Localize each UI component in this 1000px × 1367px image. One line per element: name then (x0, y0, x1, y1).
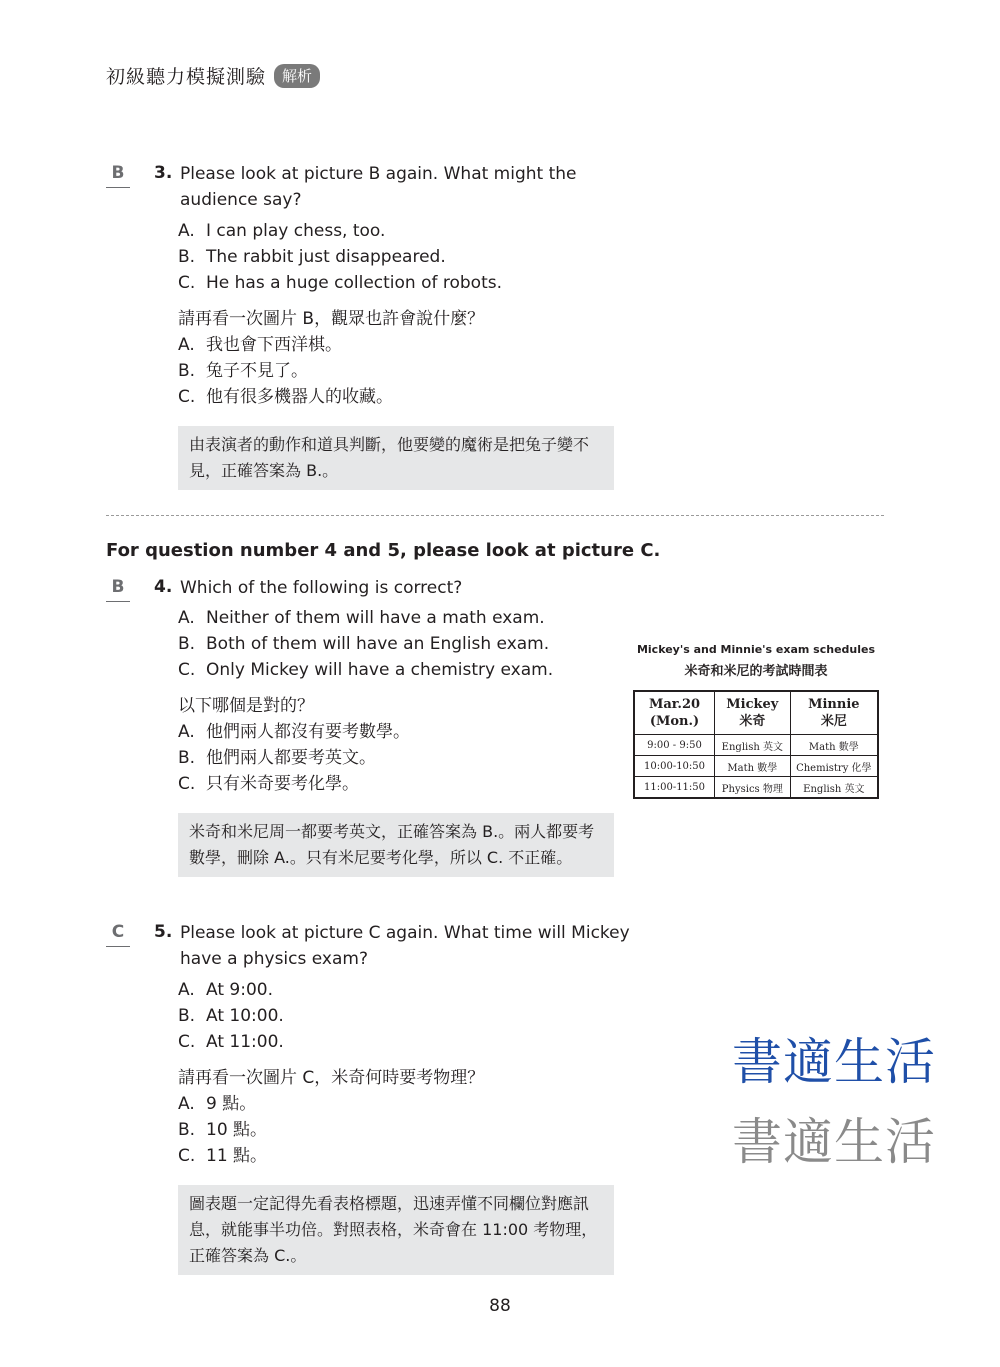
option-b (178, 244, 446, 270)
option-letter: B. (178, 361, 196, 381)
table-header-row (634, 691, 878, 735)
option-letter: A. (178, 221, 195, 241)
header-cell-minnie (790, 691, 878, 735)
header-line: (Mon.) (649, 714, 700, 729)
option-text: Neither of them will have a math exam. (206, 608, 545, 628)
page-number: 88 (489, 1296, 511, 1316)
option-letter: B. (178, 1120, 196, 1140)
option-letter: A. (178, 608, 195, 628)
option-letter: C. (178, 660, 196, 680)
option-text: 他有很多機器人的收藏。 (206, 387, 393, 407)
header-line: 米奇 (739, 714, 766, 729)
zh-option-c (178, 1143, 267, 1169)
explanation-box: 由表演者的動作和道具判斷，他要變的魔術是把兔子變不見，正確答案為 B.。 (178, 426, 614, 490)
header-badge: 解析 (274, 64, 320, 88)
table-row (634, 735, 878, 756)
section-heading: For question number 4 and 5, please look at picture C. (106, 540, 661, 561)
zh-question: 以下哪個是對的？ (178, 696, 314, 716)
option-c (178, 270, 502, 296)
option-letter: A. (178, 980, 195, 1000)
option-text: 9 點。 (206, 1094, 257, 1114)
option-text: 只有米奇要考化學。 (206, 774, 359, 794)
option-text: 我也會下西洋棋。 (206, 335, 342, 355)
header-cell-date (634, 691, 715, 735)
header-title: 初級聽力模擬測驗 (106, 66, 267, 88)
section-divider (106, 515, 884, 516)
table-row (634, 756, 878, 777)
time-cell: 9:00 - 9:50 (634, 735, 715, 756)
question-text: Which of the following is correct? (180, 578, 463, 598)
minnie-cell: Chemistry 化學 (790, 756, 878, 777)
option-text: Both of them will have an English exam. (206, 634, 550, 654)
option-letter: B. (178, 247, 196, 267)
option-letter: B. (178, 634, 196, 654)
mickey-cell: Physics 物理 (715, 777, 791, 799)
zh-option-b (178, 358, 308, 384)
option-letter: A. (178, 722, 195, 742)
option-text: 他們兩人都要考英文。 (206, 748, 376, 768)
option-b (178, 1003, 284, 1029)
option-c (178, 1029, 284, 1055)
question-text: Please look at picture B again. What might the audience say? (180, 164, 577, 210)
option-text: 他們兩人都沒有要考數學。 (206, 722, 410, 742)
question-5 (106, 920, 630, 1280)
option-text: 兔子不見了。 (206, 361, 308, 381)
header-line: Mickey (726, 697, 779, 712)
header-line: Mar.20 (648, 697, 701, 712)
header-line: Minnie (808, 697, 860, 712)
explanation-box: 米奇和米尼周一都要考英文，正確答案為 B.。兩人都要考數學，刪除 A.。只有米尼要考化學，所以 C. 不正確。 (178, 813, 614, 877)
zh-option-c (178, 771, 359, 797)
zh-question: 請再看一次圖片 B，觀眾也許會說什麼？ (178, 309, 485, 329)
answer-letter: C (106, 922, 130, 947)
table-row (634, 777, 878, 799)
zh-option-b (178, 745, 376, 771)
question-number: 5. (154, 922, 173, 942)
minnie-cell: English 英文 (790, 777, 878, 799)
brand-watermark-gray: 書適生活 (732, 1113, 936, 1171)
option-a (178, 605, 545, 631)
option-text: At 9:00. (206, 980, 273, 1000)
question-number: 4. (154, 577, 173, 597)
option-text: I can play chess, too. (206, 221, 386, 241)
answer-letter: B (106, 163, 130, 188)
running-header (106, 62, 320, 89)
option-letter: C. (178, 774, 196, 794)
option-letter: C. (178, 1032, 196, 1052)
explanation-box: 圖表題一定記得先看表格標題，迅速弄懂不同欄位對應訊息，就能事半功倍。對照表格，米奇會在 11:00 考物理，正確答案為 C.。 (178, 1185, 614, 1275)
option-text: Only Mickey will have a chemistry exam. (206, 660, 554, 680)
option-text: He has a huge collection of robots. (206, 273, 503, 293)
option-text: At 10:00. (206, 1006, 284, 1026)
mickey-cell: English 英文 (715, 735, 791, 756)
exam-schedule (633, 643, 879, 799)
zh-option-c (178, 384, 393, 410)
header-line: 米尼 (820, 714, 847, 729)
option-a (178, 977, 273, 1003)
zh-option-a (178, 332, 342, 358)
option-text: 10 點。 (206, 1120, 268, 1140)
mickey-cell: Math 數學 (715, 756, 791, 777)
option-letter: A. (178, 1094, 195, 1114)
schedule-table (633, 690, 879, 799)
option-letter: A. (178, 335, 195, 355)
minnie-cell: Math 數學 (790, 735, 878, 756)
schedule-title-en: Mickey's and Minnie's exam schedules (636, 643, 876, 656)
zh-question: 請再看一次圖片 C，米奇何時要考物理？ (178, 1068, 485, 1088)
zh-option-b (178, 1117, 267, 1143)
question-text: Please look at picture C again. What time will Mickey have a physics exam? (180, 923, 630, 969)
time-cell: 11:00-11:50 (634, 777, 715, 799)
option-b (178, 631, 549, 657)
schedule-title-zh: 米奇和米尼的考試時間表 (684, 664, 828, 679)
zh-option-a (178, 719, 410, 745)
question-number: 3. (154, 163, 173, 183)
option-text: The rabbit just disappeared. (206, 247, 446, 267)
option-letter: C. (178, 387, 196, 407)
answer-letter: B (106, 577, 130, 602)
option-letter: C. (178, 273, 196, 293)
option-letter: C. (178, 1146, 196, 1166)
time-cell: 10:00-10:50 (634, 756, 715, 777)
zh-option-a (178, 1091, 256, 1117)
question-3 (106, 161, 626, 491)
option-a (178, 218, 385, 244)
option-c (178, 657, 553, 683)
brand-watermark-blue: 書適生活 (732, 1033, 936, 1091)
header-cell-mickey (715, 691, 791, 735)
option-text: At 11:00. (206, 1032, 284, 1052)
option-letter: B. (178, 1006, 196, 1026)
question-4 (106, 575, 626, 905)
option-letter: B. (178, 748, 196, 768)
option-text: 11 點。 (206, 1146, 268, 1166)
